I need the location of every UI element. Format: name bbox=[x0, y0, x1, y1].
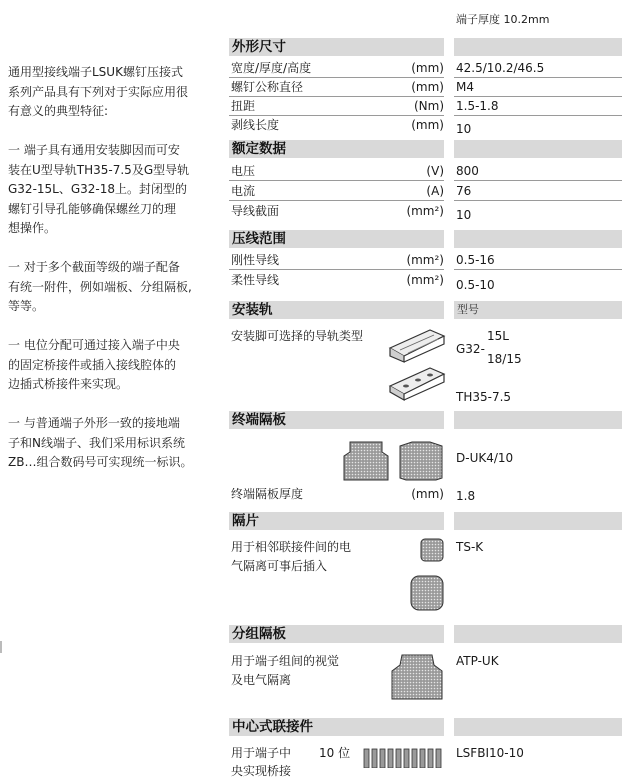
intro-line: 一 对于多个截面等级的端子配备 bbox=[8, 260, 180, 274]
intro-line: 一 端子具有通用安装脚因而可安 bbox=[8, 143, 180, 157]
intro-line: 装在U型导轨TH35-7.5及G型导轨 bbox=[8, 162, 190, 177]
group-model: ATP-UK bbox=[456, 654, 499, 668]
bridge-tooth bbox=[364, 749, 369, 768]
separator-image-large bbox=[409, 574, 445, 612]
bridge-tooth bbox=[388, 749, 393, 768]
row-unit: (V) bbox=[426, 164, 444, 178]
end-plate-image-2 bbox=[398, 440, 444, 482]
row-unit: (mm²) bbox=[406, 253, 444, 267]
intro-line: 边插式桥接件来实现。 bbox=[8, 377, 129, 391]
row-label: 扭距 bbox=[231, 99, 256, 113]
th35-model: TH35-7.5 bbox=[456, 390, 512, 404]
row-label: 宽度/厚度/高度 bbox=[231, 61, 312, 75]
section-endplate-title: 终端隔板 bbox=[229, 411, 444, 429]
bridge-tooth bbox=[428, 749, 433, 768]
row-unit: (mm) bbox=[411, 61, 444, 75]
dim-row bbox=[229, 98, 444, 116]
bridge-tooth bbox=[436, 749, 441, 768]
row-unit: (mm²) bbox=[406, 204, 444, 218]
row-unit: (mm) bbox=[411, 80, 444, 94]
section-group-valhdr bbox=[454, 625, 622, 643]
separator-model: TS-K bbox=[456, 540, 484, 554]
intro-line bbox=[8, 122, 218, 142]
section-bridge-valhdr bbox=[454, 718, 622, 736]
group-plate-image bbox=[388, 651, 446, 703]
endplate-row bbox=[229, 486, 444, 504]
row-label: 电流 bbox=[231, 184, 256, 198]
group-label-2: 及电气隔离 bbox=[231, 673, 292, 687]
rated-row bbox=[229, 163, 444, 181]
row-label: 导线截面 bbox=[231, 204, 280, 218]
row-label: 刚性导线 bbox=[231, 253, 280, 267]
bridge-tooth bbox=[380, 749, 385, 768]
section-group-title: 分组隔板 bbox=[229, 625, 444, 643]
dim-value: M4 bbox=[454, 79, 622, 97]
group-label-1: 用于端子组间的视觉 bbox=[231, 654, 340, 668]
intro-line bbox=[8, 239, 218, 259]
intro-line: 子和N线端子、我们采用标识系统 bbox=[8, 435, 185, 450]
end-plate-image-1 bbox=[342, 440, 390, 482]
intro-line: ZB…组合数码号可实现统一标识。 bbox=[8, 455, 193, 469]
separator-label-1: 用于相邻联接件间的电 bbox=[231, 540, 352, 554]
dim-value: 42.5/10.2/46.5 bbox=[454, 60, 622, 78]
bridge-tooth bbox=[396, 749, 401, 768]
rail-label: 安装脚可选择的导轨类型 bbox=[231, 329, 364, 343]
row-unit: (mm²) bbox=[406, 273, 444, 287]
intro-line: 有意义的典型特征: bbox=[8, 104, 109, 118]
section-dimensions-valhdr bbox=[454, 38, 622, 56]
crimp-row bbox=[229, 272, 444, 290]
crimp-value: 0.5-16 bbox=[454, 252, 622, 270]
section-bridge-title: 中心式联接件 bbox=[229, 718, 444, 736]
bridge-count: 10 位 bbox=[319, 746, 351, 760]
edge-mark bbox=[0, 641, 2, 653]
model-header: 型号 bbox=[454, 301, 622, 319]
bridge-label-1: 用于端子中 bbox=[231, 746, 292, 760]
row-label: 剥线长度 bbox=[231, 118, 280, 132]
intro-line: 一 电位分配可通过接入端子中央 bbox=[8, 338, 180, 352]
g32-18-15: 18/15 bbox=[487, 352, 522, 366]
row-label: 终端隔板厚度 bbox=[231, 487, 304, 501]
intro-line: 想操作。 bbox=[8, 221, 57, 235]
section-dimensions-title: 外形尺寸 bbox=[229, 38, 444, 56]
bridge-label-2: 央实现桥接 bbox=[231, 764, 292, 778]
intro-line: 的固定桥接件或插入接线腔体的 bbox=[8, 357, 177, 372]
crimp-row bbox=[229, 252, 444, 270]
rated-value: 10 bbox=[456, 208, 472, 222]
row-label: 螺钉公称直径 bbox=[231, 80, 304, 94]
intro-line: 通用型接线端子LSUK螺钉压接式 bbox=[8, 65, 183, 79]
intro-line: 一 与普通端子外形一致的接地端 bbox=[8, 416, 180, 430]
intro-text bbox=[8, 63, 218, 473]
section-rated-title: 额定数据 bbox=[229, 140, 444, 158]
bridge-tooth bbox=[412, 749, 417, 768]
intro-line: G32-15L、G32-18上。封闭型的 bbox=[8, 182, 188, 196]
section-crimp-valhdr bbox=[454, 230, 622, 248]
g-rail-image bbox=[386, 326, 448, 364]
intro-line: 有统一附件，例如端板、分组隔板, bbox=[8, 279, 192, 294]
rated-row bbox=[229, 203, 444, 221]
thickness-note: 端子厚度 10.2mm bbox=[456, 13, 550, 26]
dim-row bbox=[229, 60, 444, 78]
intro-line bbox=[8, 317, 218, 337]
bridge-model: LSFBI10-10 bbox=[456, 746, 524, 760]
rated-value: 76 bbox=[454, 183, 622, 201]
intro-line: 等等。 bbox=[8, 299, 45, 313]
endplate-model: D-UK4/10 bbox=[456, 451, 514, 465]
rated-row bbox=[229, 183, 444, 201]
section-endplate-valhdr bbox=[454, 411, 622, 429]
g32-15l: 15L bbox=[487, 329, 509, 343]
separator-image-small bbox=[419, 537, 445, 563]
intro-line: 系列产品具有下列对于实际应用很 bbox=[8, 84, 189, 99]
crimp-value: 0.5-10 bbox=[456, 278, 495, 292]
section-rail-title: 安装轨 bbox=[229, 301, 444, 319]
row-label: 电压 bbox=[231, 164, 256, 178]
section-separator-title: 隔片 bbox=[229, 512, 444, 530]
bridge-connector-image bbox=[362, 747, 446, 768]
section-crimp-title: 压线范围 bbox=[229, 230, 444, 248]
intro-line bbox=[8, 395, 218, 415]
row-label: 柔性导线 bbox=[231, 273, 280, 287]
dim-row bbox=[229, 79, 444, 97]
row-unit: (Nm) bbox=[413, 99, 444, 113]
section-rated-valhdr bbox=[454, 140, 622, 158]
section-separator-valhdr bbox=[454, 512, 622, 530]
th35-rail-image bbox=[386, 362, 448, 402]
dim-value: 10 bbox=[456, 122, 472, 136]
g32-prefix: G32- bbox=[456, 342, 485, 356]
intro-line: 螺钉引导孔能够确保螺丝刀的理 bbox=[8, 201, 177, 216]
endplate-value: 1.8 bbox=[456, 489, 476, 503]
row-unit: (mm) bbox=[411, 487, 444, 501]
row-unit: (A) bbox=[426, 184, 444, 198]
separator-label-2: 气隔离可事后插入 bbox=[231, 559, 328, 573]
dim-value: 1.5-1.8 bbox=[454, 98, 622, 116]
bridge-tooth bbox=[372, 749, 377, 768]
dim-row bbox=[229, 117, 444, 135]
rated-value: 800 bbox=[454, 163, 622, 181]
bridge-tooth bbox=[420, 749, 425, 768]
row-unit: (mm) bbox=[411, 118, 444, 132]
bridge-tooth bbox=[404, 749, 409, 768]
